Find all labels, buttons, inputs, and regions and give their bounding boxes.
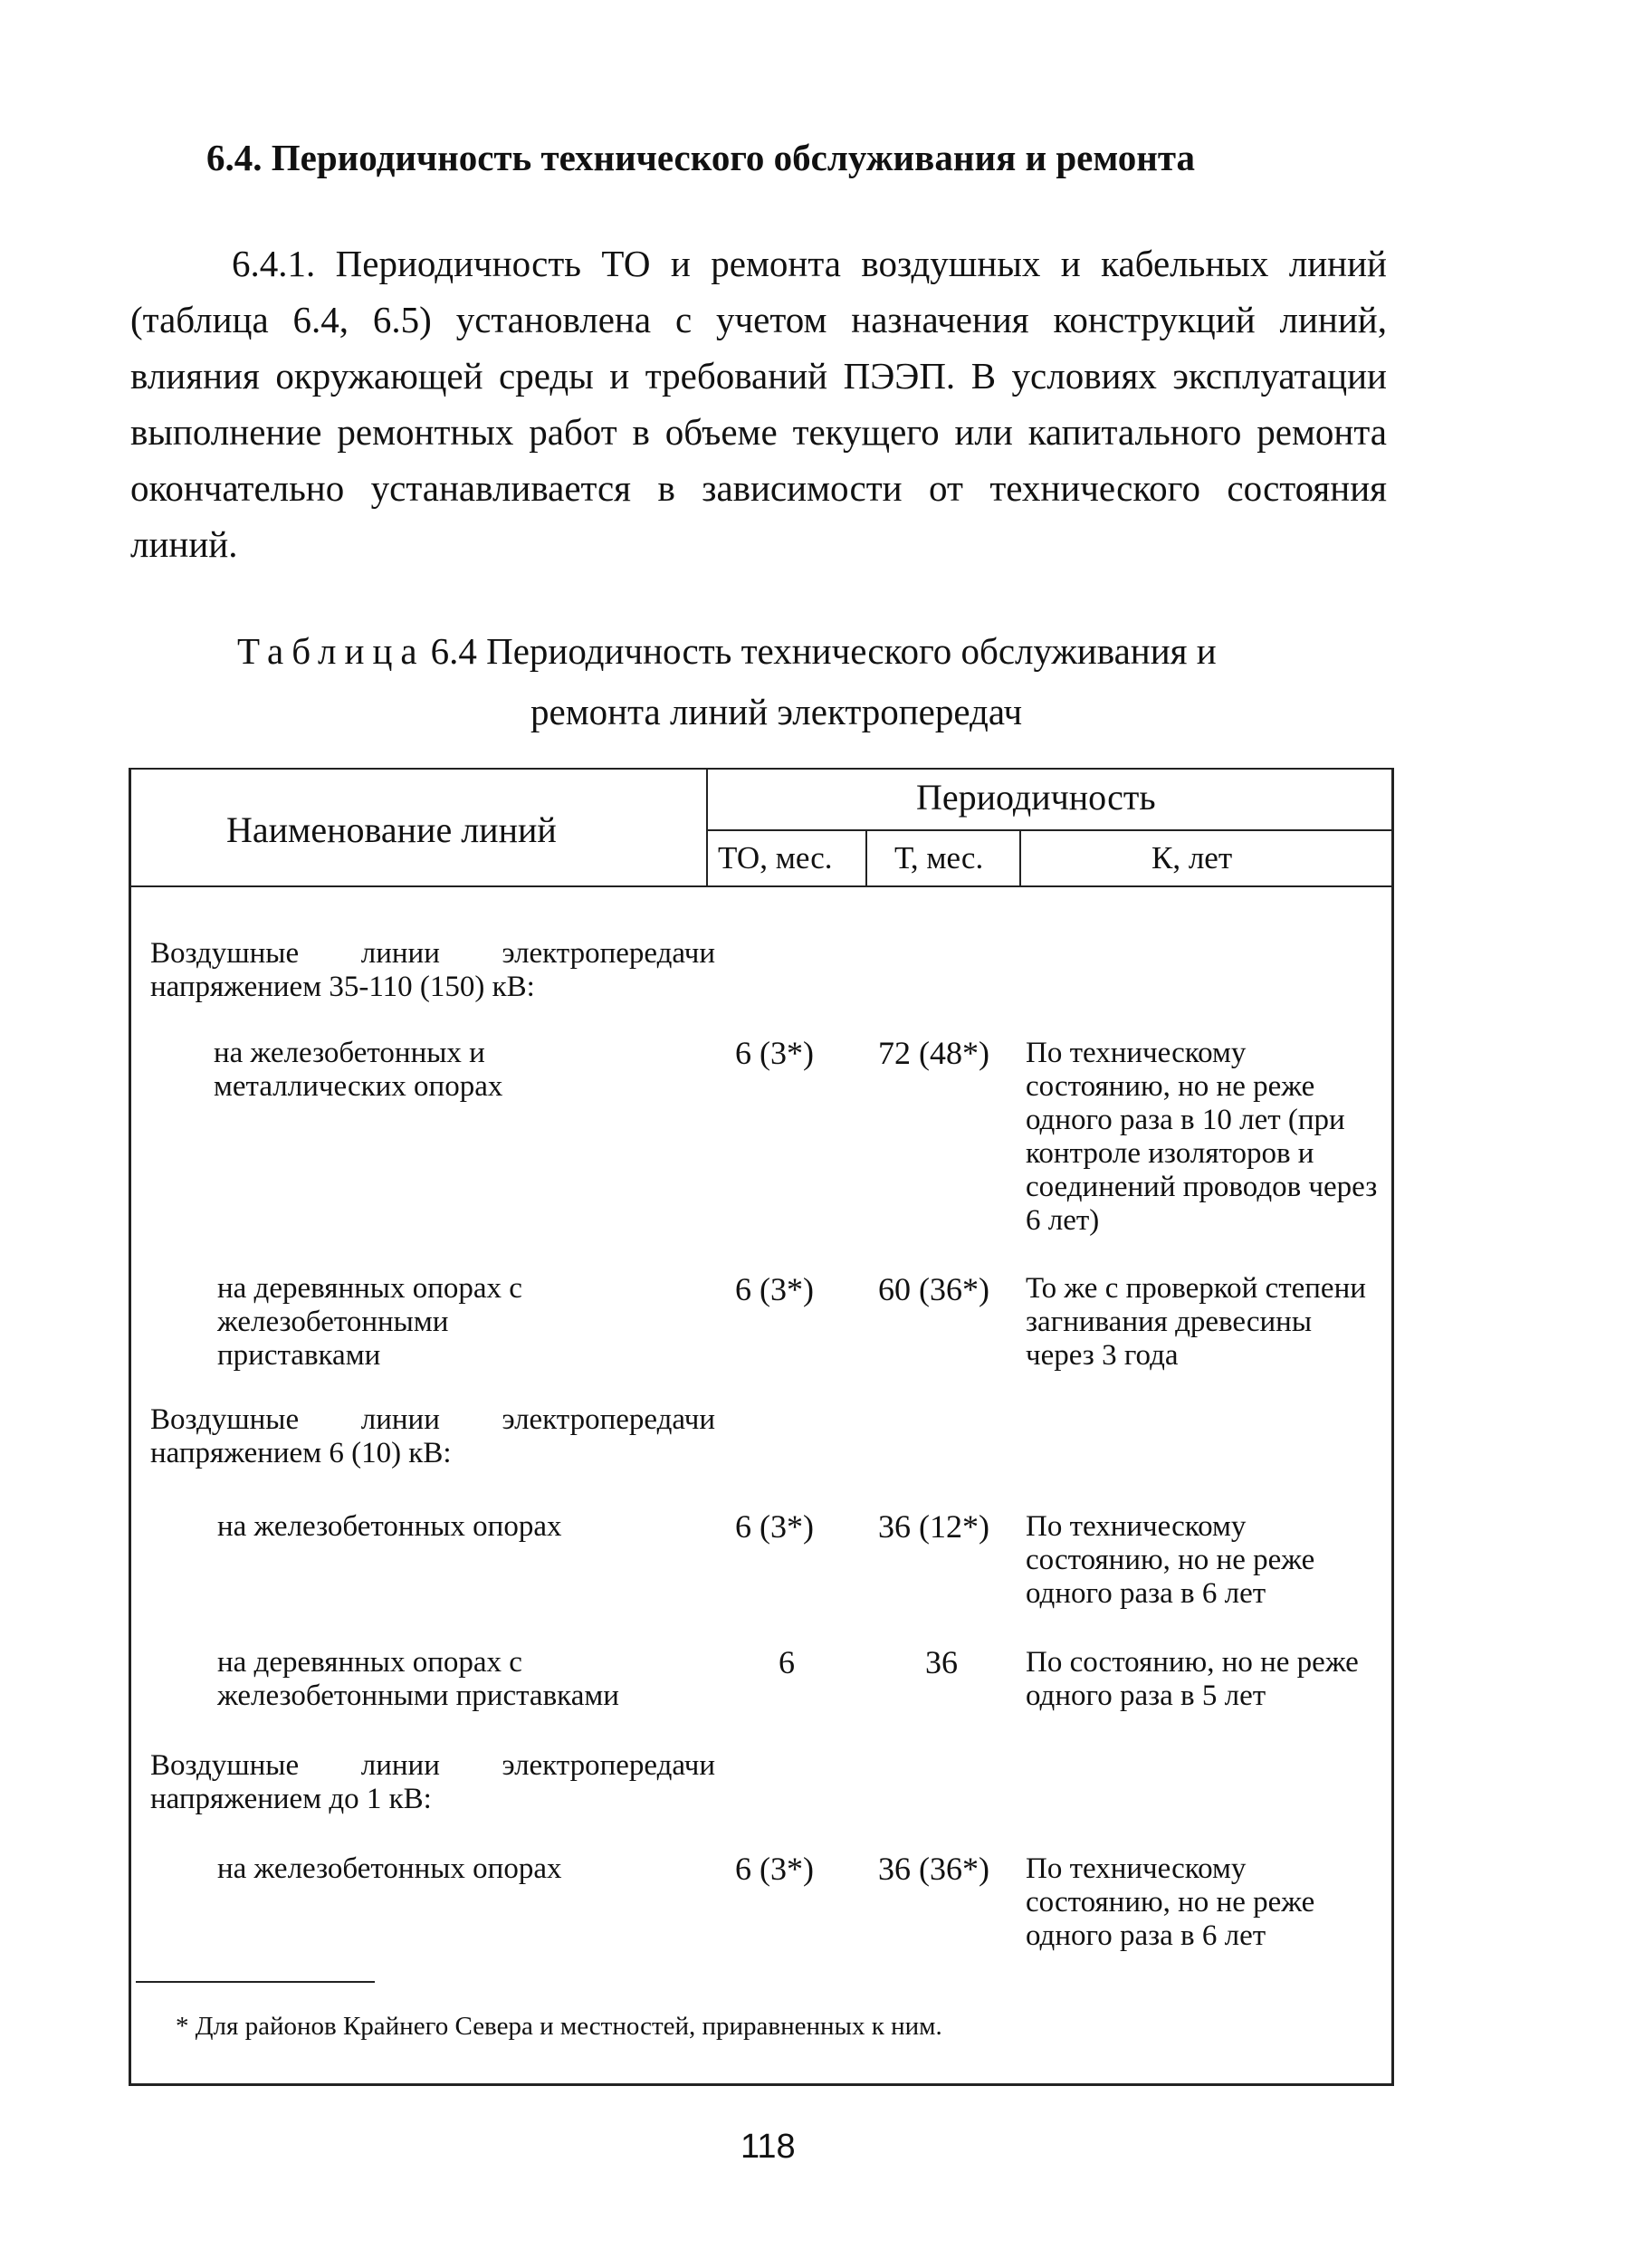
table-caption-line2: ремонта линий электропередач — [530, 691, 1023, 732]
header-to-col: ТО, мес. — [718, 840, 833, 876]
table-row-t: 60 (36*) — [878, 1271, 989, 1307]
table-row-to: 6 (3*) — [735, 1271, 814, 1307]
table-row-k: По техническому состоянию, но не реже одного раза в 6 лет — [1026, 1510, 1315, 1610]
group-title: Воздушные линии электропередачи напряжением 35-110 (150) кВ: — [150, 937, 715, 1003]
table-row-name: на железобетонных и металлических опорах — [214, 1037, 503, 1103]
table-row-name: на деревянных опорах с железобетонными приставками — [217, 1646, 619, 1712]
table-row-name: на железобетонных опорах — [217, 1510, 562, 1543]
table-row-t: 36 (12*) — [878, 1508, 989, 1545]
table-row-t: 36 (36*) — [878, 1851, 989, 1887]
group-title: Воздушные линии электропередачи напряжением 6 (10) кВ: — [150, 1403, 715, 1469]
group-title: Воздушные линии электропередачи напряжением до 1 кВ: — [150, 1749, 715, 1815]
section-heading: 6.4. Периодичность технического обслуживания и ремонта — [206, 137, 1196, 178]
header-period-group: Периодичность — [916, 777, 1156, 818]
t-col-divider — [1019, 829, 1021, 887]
name-col-divider — [706, 768, 708, 887]
table-row-to: 6 (3*) — [735, 1508, 814, 1545]
table-caption — [237, 629, 1217, 673]
table-footnote: * Для районов Крайнего Севера и местностей, приравненных к ним. — [176, 2012, 942, 2041]
table-row-to: 6 — [779, 1644, 795, 1680]
table-row-t: 72 (48*) — [878, 1035, 989, 1071]
table-row-t: 36 — [925, 1644, 958, 1680]
table-row-k: По техническому состоянию, но не реже одного раза в 6 лет — [1026, 1852, 1315, 1952]
table-row-to: 6 (3*) — [735, 1851, 814, 1887]
header-t-col: Т, мес. — [894, 840, 984, 876]
header-name-col: Наименование линий — [226, 809, 557, 850]
table-caption-label: Таблица — [237, 630, 425, 672]
header-k-col: К, лет — [1151, 840, 1233, 876]
header-bottom-line — [129, 885, 1394, 887]
table-row-to: 6 (3*) — [735, 1035, 814, 1071]
to-col-divider — [865, 829, 867, 887]
table-row-name: на деревянных опорах с железобетонными приставками — [217, 1272, 522, 1372]
table-row-k: По состоянию, но не реже одного раза в 5 лет — [1026, 1646, 1359, 1712]
table-caption-title: 6.4 Периодичность технического обслуживания и — [430, 630, 1217, 672]
table-row-name: на железобетонных опорах — [217, 1852, 562, 1885]
table-row-k: То же с проверкой степени загнивания древесины через 3 года — [1026, 1272, 1366, 1372]
table-row-k: По техническому состоянию, но не реже одного раза в 10 лет (при контроле изоляторов и соединений проводов через 6 лет) — [1026, 1037, 1378, 1237]
section-paragraph: 6.4.1. Периодичность ТО и ремонта воздушных и кабельных линий (таблица 6.4, 6.5) установлена с учетом назначения конструкций линий, влияния окружающей среды и требований ПЭЭП. В условиях эксплуатации выполнение ремонтных работ в объеме текущего или капитального ремонта окончательно устанавливается в зависимости от технического состояния линий. — [130, 243, 1387, 565]
page-number: 118 — [741, 2128, 796, 2166]
footnote-rule — [136, 1981, 375, 1983]
header-divider — [706, 829, 1394, 831]
